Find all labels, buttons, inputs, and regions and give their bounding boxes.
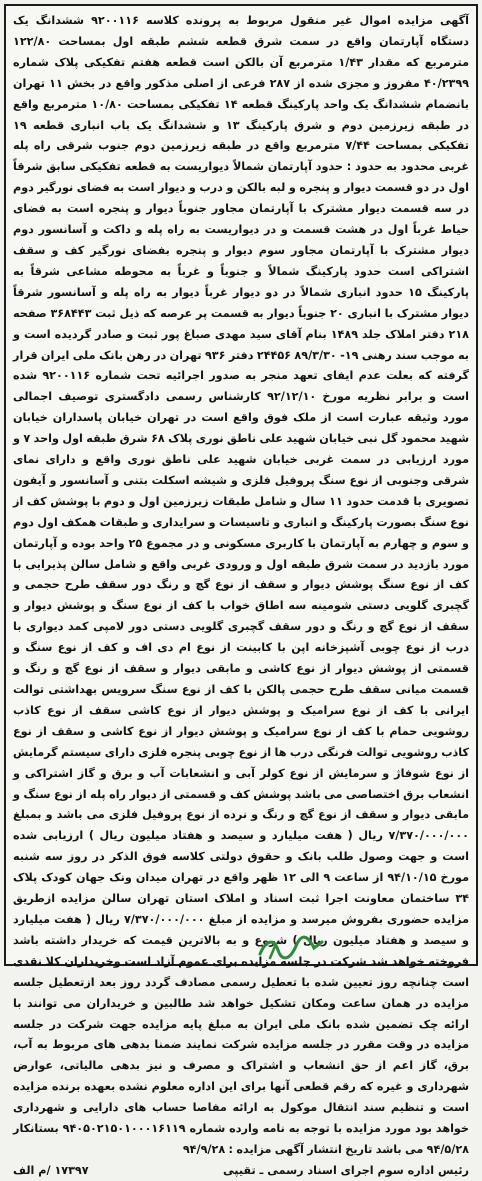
handwritten-stamp-mark (256, 932, 326, 962)
signature-line: رئیس اداره سوم اجرای اسناد رسمی ـ تقیپی (222, 1163, 469, 1177)
notice-body-text: آگهی مزایده اموال غیر منقول مربوط به پرونده کلاسه ۹۲۰۰۱۱۶ ششدانگ یک دستگاه آپارتمان واقع در سمت شرق قطعه ششم طبقه اول بمساحت ۱۲۲/۸۰ مترمربع که مقدار ۱/۴۳ مترمربع آن بالکن است قطعه هفتم تفکیکی پلاک شماره ۴۰/۲۳۹۹ مفروز و مجزی شده از ۲۸۷ فرعی از اصلی مذکور واقع در بخش ۱۱ تهران بانضمام ششدانگ یک واحد پارکینگ قطعه ۱۴ تفکیکی بمساحت ۱۰/۸۰ مترمربع واقع در طبقه زیرزمین دوم و شرق پارکینگ ۱۳ و ششدانگ یک باب انباری قطعه ۱۹ تفکیکی بمساحت ۷/۴۴ مترمربع واقع در طبقه زیرزمین دوم جنوب شرقی راه پله غربی محدود به حدود : حدود آپارتمان شمالاً دیواریست به قطعه تفکیکی سابق شرقاً اول در دو قسمت دیوار و پنجره و لبه بالکن و درب و دیوار است به فضای نورگیر دوم در سه قسمت دیوار مشترک با آپارتمان مجاور جنوباً دیوار و پنجره است به فضای حیاط غرباً اول در هشت قسمت و در دیواریست به راه پله و داکت و آسانسور دوم دیوار مشترک با آپارتمان مجاور سوم دیوار و پنجره بفضای نورگیر کف و سقف اشتراکی است حدود پارکینگ شمالاً و جنوباً و غرباً به محوطه مشاعی شرقاً به پارکینگ ۱۵ حدود انباری شمالاً در دو دیوار غرباً دیوار به راه پله و آسانسور شرقاً دیوار مشترک با انباری ۲۰ جنوباً دیوار به قسمت پر عرصه که ذیل ثبت ۳۶۸۴۴۳ صفحه ۲۱۸ دفتر املاک جلد ۱۴۸۹ بنام آقای سید مهدی صباغ پور ثبت و صادر گردیده است و به موجب سند رهنی ۱۹- ۸۹/۳/۳۰ ۲۴۴۵۶ دفتر ۹۳۶ تهران در رهن بانک ملی ایران قرار گرفته که بعلت عدم ایفای تعهد منجر به صدور اجرائیه تحت شماره ۹۲۰۰۱۱۶ شده است و برابر نظریه مورخ ۹۲/۱۲/۱۰ کارشناس رسمی دادگستری توصیف اجمالی مورد وثیقه عبارت است از ملک فوق واقع است در تهران خیابان پاسداران خیابان شهید محمود گل نبی خیابان شهید علی ناطق نوری پلاک ۶۸ شرق طبقه اول واحد ۷ و مورد ارزیابی در سمت غربی خیابان شهید علی ناطق نوری واقع و دارای نمای شرقی وجنوبی از نوع سنگ پروفیل فلزی و شیشه اسکلت بتنی و آسانسور و آیفون تصویری با قدمت حدود ۱۱ سال و شامل طبقات زیرزمین اول و دوم با پوشش کف از نوع سنگ بصورت پارکینگ و انباری و تاسیسات و سرایداری و طبقات همکف اول دوم و سوم و چهارم به آپارتمان با کاربری مسکونی و در مجموع ۲۵ واحد بوده و آپارتمان مورد بازدید در سمت شرق طبقه اول و ورودی غربی واقع و شامل سالن پذیرایی با کف از نوع سنگ پوشش دیوار و سقف از نوع گچ و رنگ دور سقف طرح حجمی و گچبری گلویی دستی شومینه سه اطاق خواب با کف از نوع سنگ و پوشش دیوار و سقف از نوع گچ و رنگ و دور سقف گچبری گلویی دستی دور لامپی کمد دیواری با درب از نوع چوبی آشپزخانه اپن با کابینت از نوع ام دی اف و کف از نوع سنگ و قسمتی از پوشش دیوار از نوع کاشی و مابقی دیوار و سقف از نوع گچ و رنگ و قسمت میانی سقف طرح حجمی پالکن با کف از نوع سنگ سرویس بهداشتی توالت ایرانی با کف از نوع سرامیک و پوشش دیوار از نوع کاشی سقف از نوع کاذب روشویی حمام با کف از نوع سرامیک و پوشش دیوار از نوع کاشی و سقف از نوع کاذب روشویی توالت فرنگی درب ها از نوع چوبی پنجره فلزی دارای سیستم گرمایش از نوع شوفاژ و سرمایش از نوع کولر آبی و انشعابات آب و برق و گاز اشتراکی و انشعاب برق اختصاصی می باشد پوشش کف و قسمتی از دیوار راه پله از نوع سنگ و مابقی دیوار و سقف از نوع گچ و رنگ و نرده از نوع پروفیل فلزی می باشد و بمبلغ ۷/۳۷۰/۰۰۰/۰۰۰ ریال ( هفت میلیارد و سیصد و هفتاد میلیون ریال ) ارزیابی شده است و جهت وصول طلب بانک و حقوق دولتی کلاسه فوق الذکر در روز سه شنبه مورخ ۹۴/۱۰/۱۵ از ساعت ۹ الی ۱۲ ظهر واقع در تهران میدان ونک جهان کودک پلاک ۳۴ ساختمان معاونت اجرا ثبت اسناد و املاک استان تهران سالن مزایده ازطریق مزایده حضوری بفروش میرسد و مزایده از مبلغ ۷/۳۷۰/۰۰۰/۰۰۰ ریال ( هفت میلیارد و سیصد و هفتاد میلیون ریال ) شروع و به بالاترین قیمت که خریدار داشته باشد فروخته خواهد شد شرکت در جلسه مزایده برای عموم آزاد است وخریداران کلا نقدی است چنانچه روز تعیین شده با تعطیل رسمی مصادف گردد روز بعد ازتعطیل جلسه مزایده در همان ساعت ومکان تشکیل خواهد شد طالبین و خریداران می توانند با ارائه چک تضمین شده بانک ملی ایران به مبلغ پایه مزایده جهت شرکت در جلسه مزایده در وقت مقرر در جلسه مزایده شرکت نمایند ضمنا بدهی های مربوط به آب، برق، گاز اعم از حق انشعاب و اشتراک و مصرف و نیز بدهی مالیاتی، عوارض شهرداری و غیره که رقم قطعی آنها برای این اداره معلوم نشده بعهده برنده مزایده است و تنظیم سند انتقال موکول به ارائه مفاصا حساب های دارایی و شهرداری خواهد بود مورد مزایده با توجه به نامه وارده شماره ۹۴۰۵۰۲۱۵۰۱۰۰۰۱۶۱۱۹ بستانکار ۹۴/۵/۲۸ می باشد تاریخ انتشار آگهی مزایده : ۹۴/۹/۲۸ (13, 14, 470, 1156)
publication-code: ۱۷۳۹۷ /م الف (13, 1163, 89, 1177)
notice-footer (13, 1161, 469, 1181)
auction-notice (4, 4, 478, 1177)
